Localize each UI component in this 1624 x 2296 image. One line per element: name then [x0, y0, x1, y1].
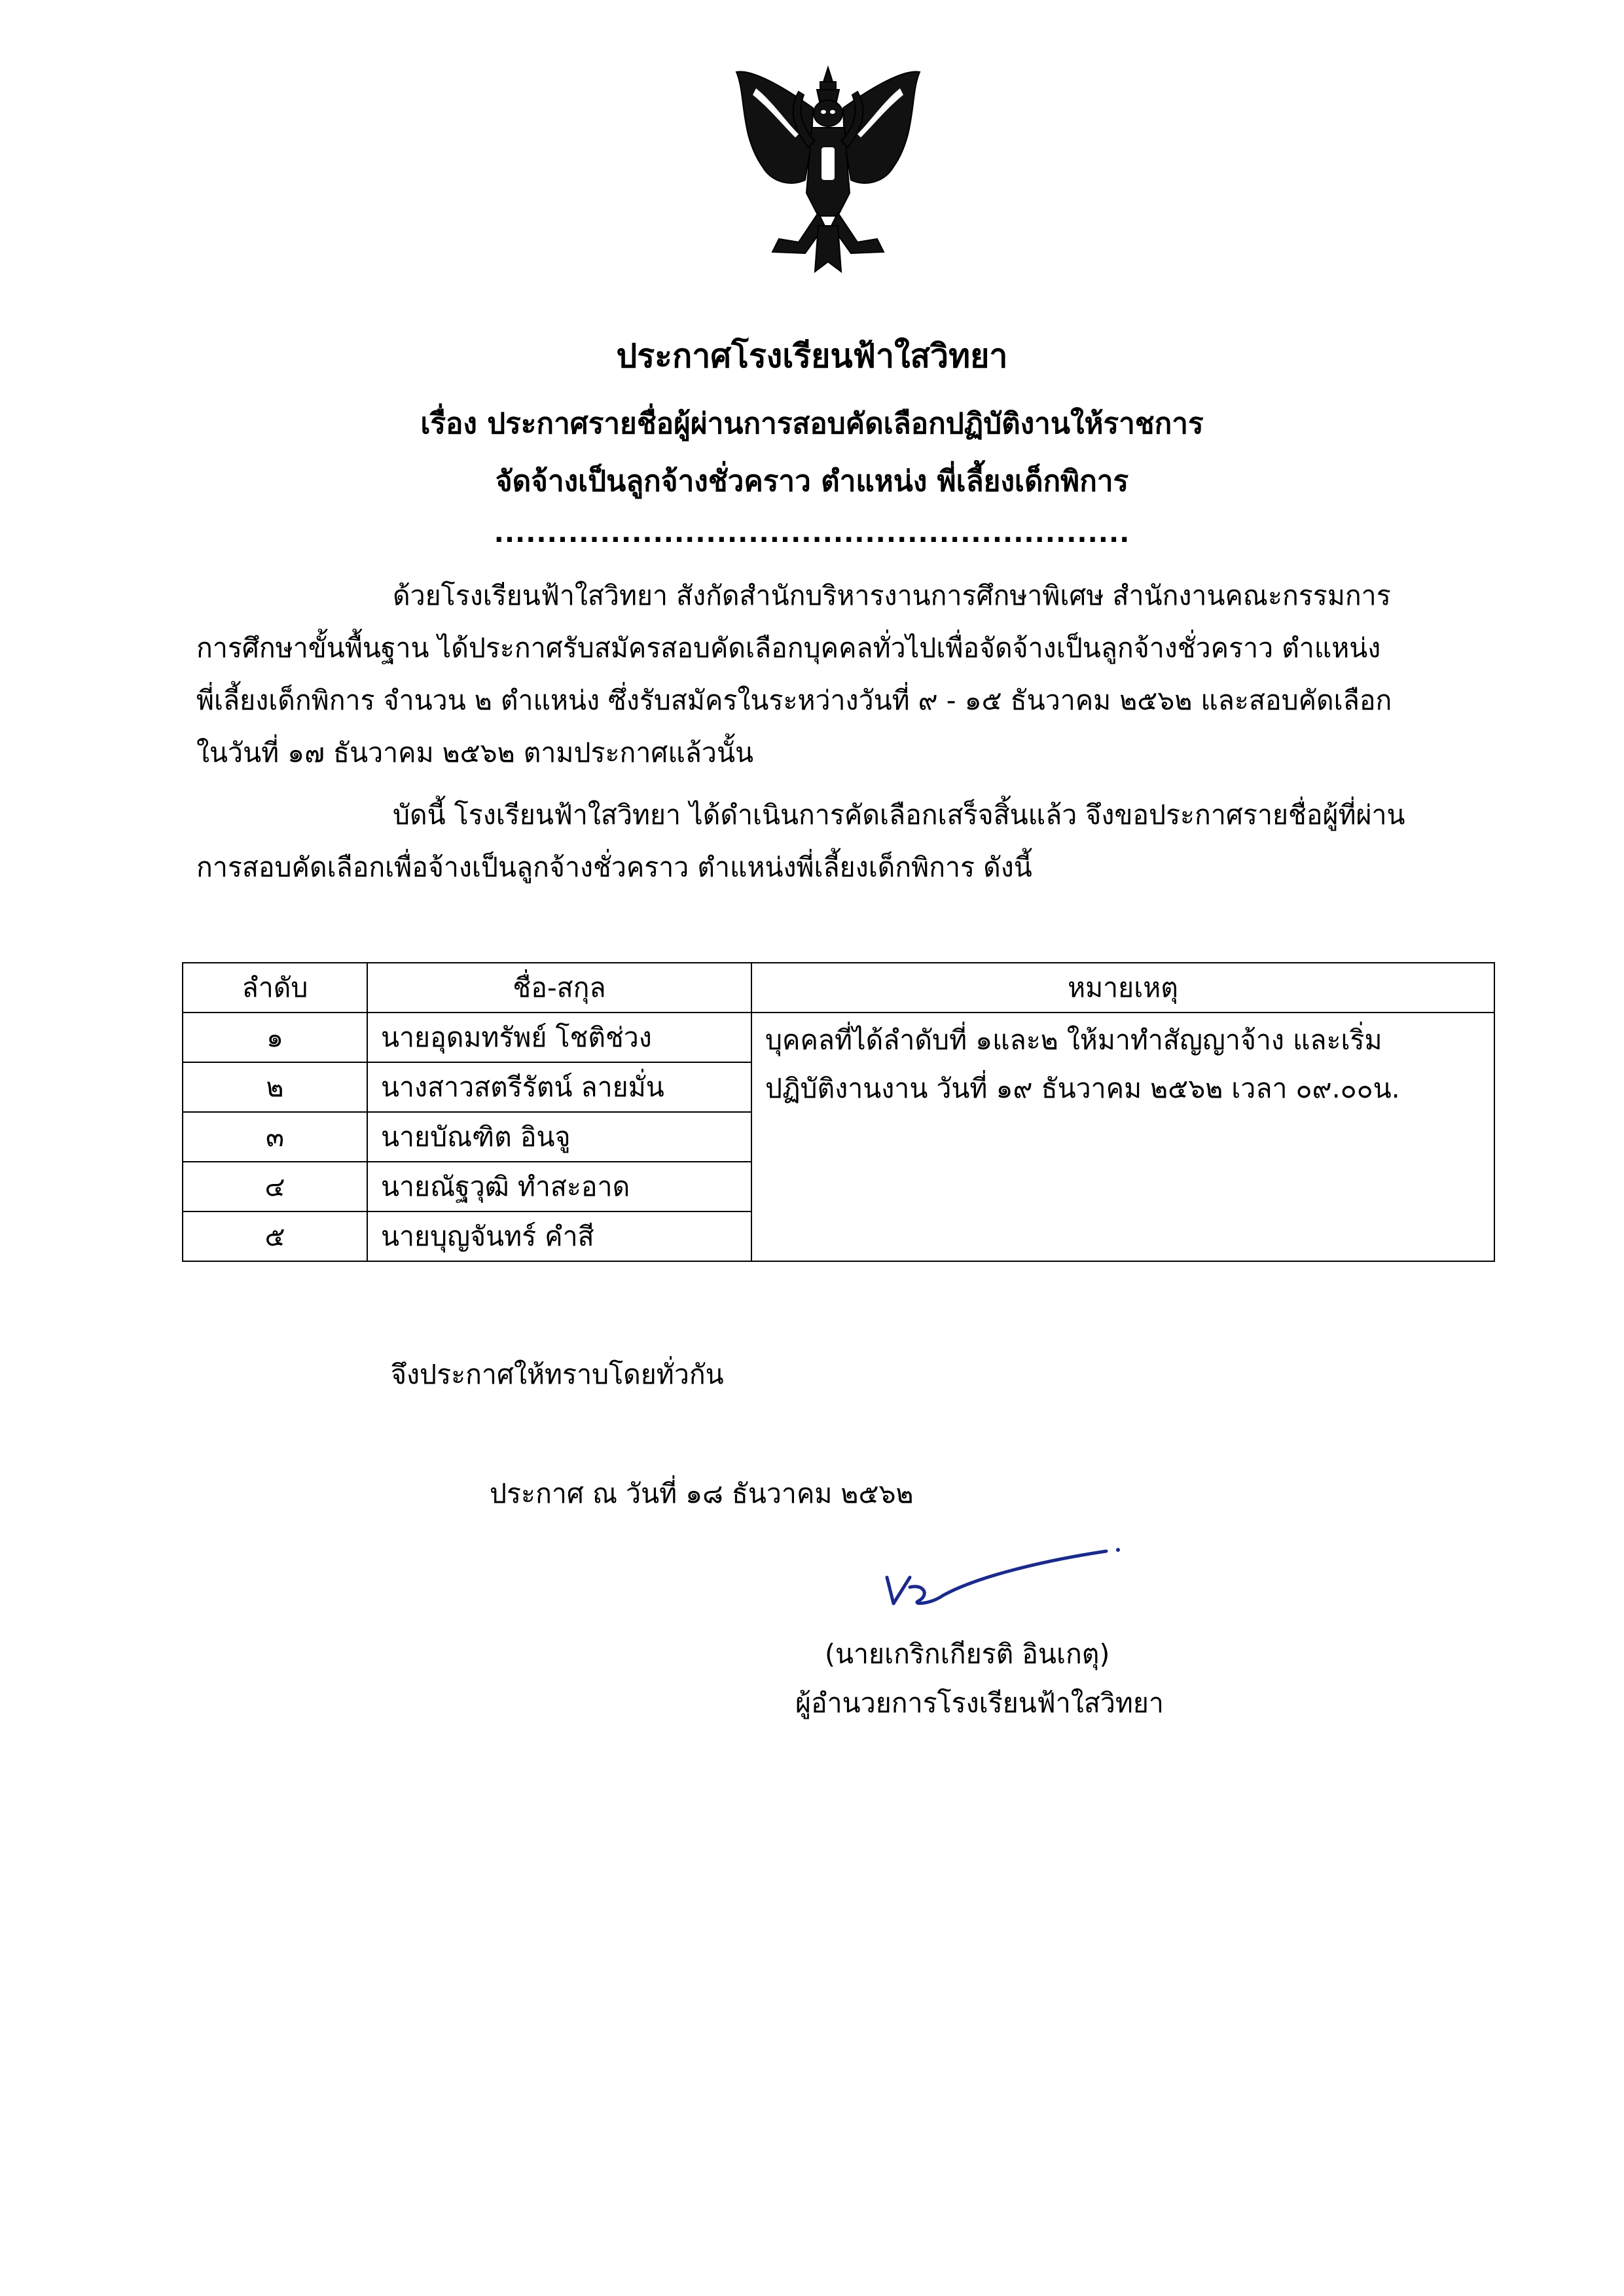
row-name: นางสาวสตรีรัตน์ ลายมั่น — [367, 1062, 751, 1112]
handwritten-signature — [871, 1532, 1132, 1630]
row-no: ๓ — [183, 1112, 367, 1162]
paragraph-line: การศึกษาขั้นพื้นฐาน ได้ประกาศรับสมัครสอบคัดเลือกบุคคลทั่วไปเพื่อจัดจ้างเป็นลูกจ้างชั่วคราว ตำแหน่ง — [196, 632, 1381, 664]
paragraph-line: ด้วยโรงเรียนฟ้าใสวิทยา สังกัดสำนักบริหารงานการศึกษาพิเศษ สำนักงานคณะกรรมการ — [393, 580, 1391, 611]
row-no: ๔ — [183, 1162, 367, 1211]
garuda-emblem-icon — [727, 62, 929, 278]
row-note — [751, 1013, 1494, 1261]
row-name: นายบุญจันทร์ คำสี — [367, 1211, 751, 1261]
row-name: นายณัฐวุฒิ ทำสะอาด — [367, 1162, 751, 1211]
paragraph-line: การสอบคัดเลือกเพื่อจ้างเป็นลูกจ้างชั่วคราว ตำแหน่งพี่เลี้ยงเด็กพิการ ดังนี้ — [196, 852, 1032, 883]
row-name: นายอุดมทรัพย์ โชติช่วง — [367, 1013, 751, 1062]
paragraph-line: บัดนี้ โรงเรียนฟ้าใสวิทยา ได้ดำเนินการคัดเลือกเสร็จสิ้นแล้ว จึงขอประกาศรายชื่อผู้ที่ผ่าน — [393, 799, 1405, 831]
row-no: ๑ — [183, 1013, 367, 1062]
row-name: นายบัณฑิต อินจู — [367, 1112, 751, 1162]
paragraph-2 — [196, 789, 1427, 893]
signer-name: (นายเกริกเกียรติ อินเกตุ) — [825, 1638, 1110, 1670]
paragraph-line: พี่เลี้ยงเด็กพิการ จำนวน ๒ ตำแหน่ง ซึ่งรับสมัครในระหว่างวันที่ ๙ - ๑๕ ธันวาคม ๒๕๖๒ และสอบคัดเลือก — [196, 685, 1392, 716]
closing-statement: จึงประกาศให้ทราบโดยทั่วกัน — [391, 1359, 724, 1390]
subject-line-2: จัดจ้างเป็นลูกจ้างชั่วคราว ตำแหน่ง พี่เลี้ยงเด็กพิการ — [495, 465, 1129, 498]
row-no: ๒ — [183, 1062, 367, 1112]
paragraph-1 — [196, 569, 1427, 779]
signer-title: ผู้อำนวยการโรงเรียนฟ้าใสวิทยา — [795, 1687, 1164, 1719]
paragraph-line: ในวันที่ ๑๗ ธันวาคม ๒๕๖๒ ตามประกาศแล้วนั้น — [196, 737, 754, 768]
note-line: ปฏิบัติงานงาน วันที่ ๑๙ ธันวาคม ๒๕๖๒ เวลา ๐๙.๐๐น. — [765, 1073, 1400, 1104]
separator-dots: ............................................................ — [494, 518, 1130, 548]
table-row — [183, 1013, 1494, 1062]
header-note: หมายเหตุ — [751, 963, 1494, 1013]
row-no: ๕ — [183, 1211, 367, 1261]
note-line: บุคคลที่ได้ลำดับที่ ๑และ๒ ให้มาทำสัญญาจ้าง และเริ่ม — [765, 1024, 1382, 1056]
header-name: ชื่อ-สกุล — [367, 963, 751, 1013]
document-title: ประกาศโรงเรียนฟ้าใสวิทยา — [616, 337, 1008, 375]
header-no: ลำดับ — [183, 963, 367, 1013]
results-table — [182, 962, 1495, 1262]
subject-line-1: เรื่อง ประกาศรายชื่อผู้ผ่านการสอบคัดเลือกปฏิบัติงานให้ราชการ — [420, 407, 1204, 440]
announcement-date: ประกาศ ณ วันที่ ๑๘ ธันวาคม ๒๕๖๒ — [490, 1478, 914, 1509]
table-header-row — [183, 963, 1494, 1013]
